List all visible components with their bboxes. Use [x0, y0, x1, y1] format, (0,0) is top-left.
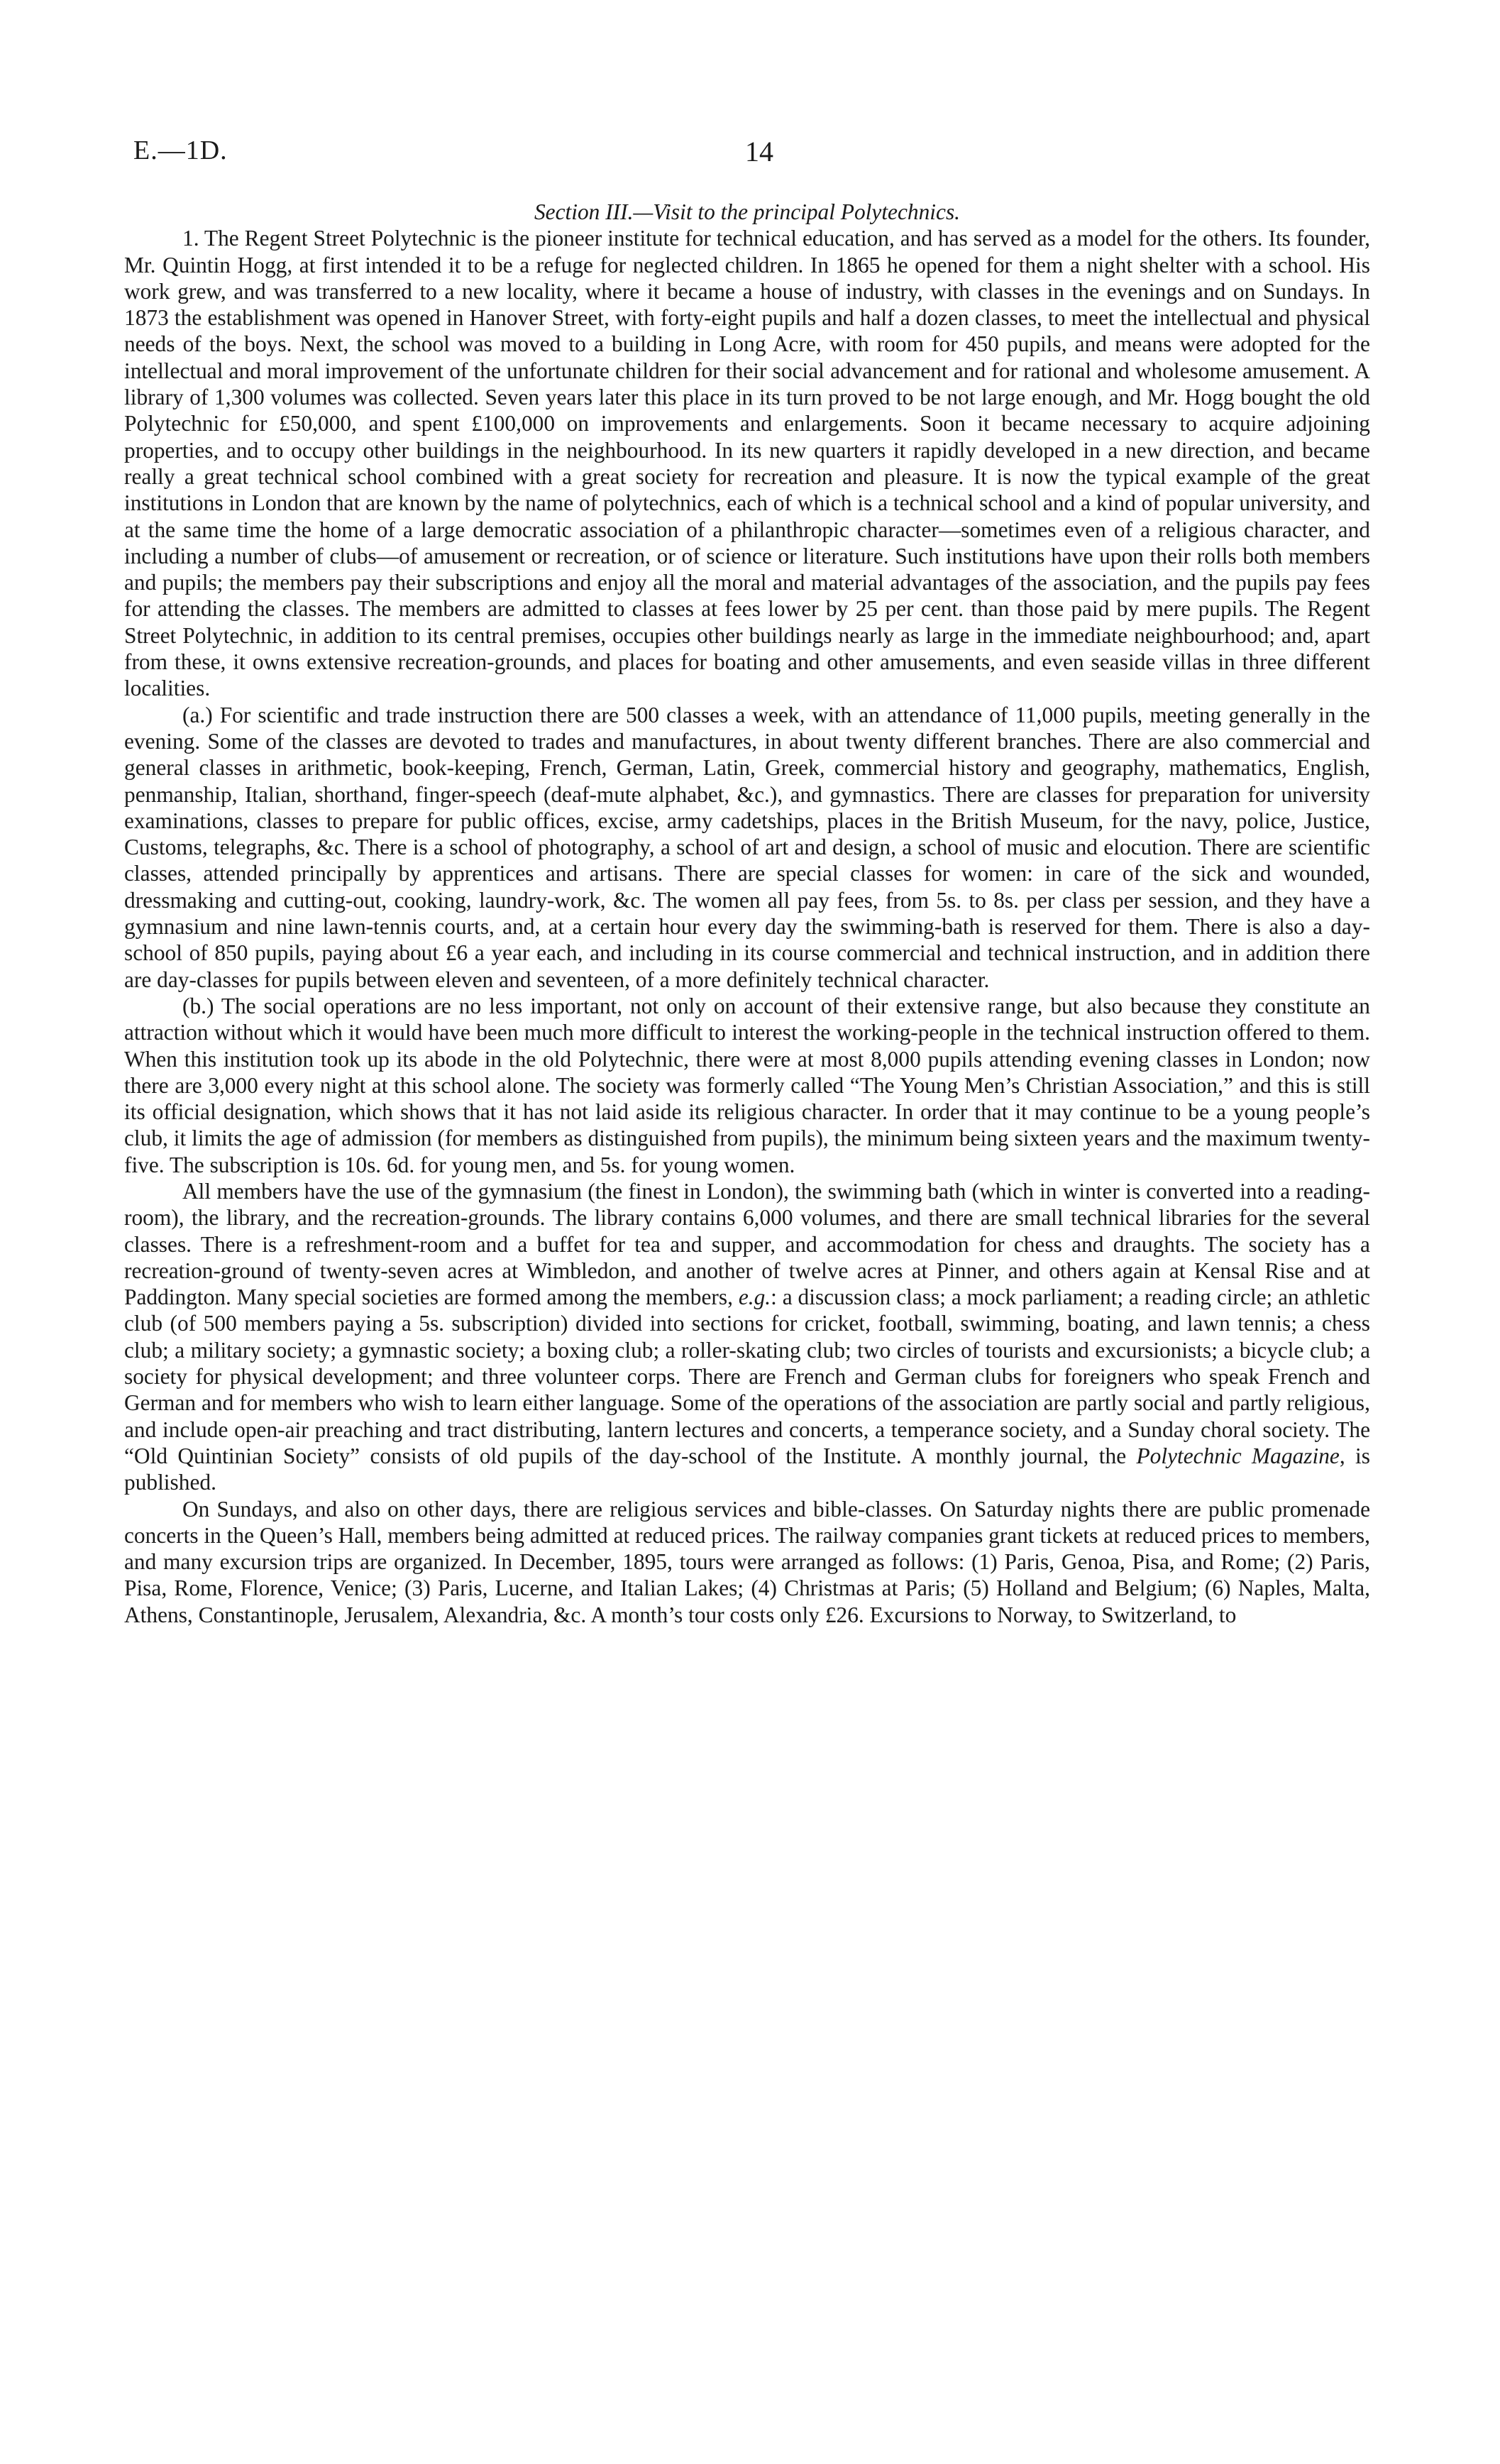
paragraph-regent-street-history: 1. The Regent Street Polytechnic is the pioneer institute for technical education, and has served as a model for the others. Its founder, Mr. Quintin Hogg, at first intended it to be a refuge for neglected children. In 1865 he opened for them a night shelter with a school. His work grew, and was transferred to a new locality, where it became a house of industry, with classes in the evenings and on Sundays. In 1873 the establishment was opened in Hanover Street, with forty-eight pupils and half a dozen classes, to meet the intellectual and physical needs of the boys. Next, the school was moved to a building in Long Acre, with room for 450 pupils, and means were adopted for the intellectual and moral improvement of the unfortunate children for their social advancement and for rational and wholesome amusement. A library of 1,300 volumes was collected. Seven years later this place in its turn proved to be not large enough, and Mr. Hogg bought the old Polytechnic for £50,000, and spent £100,000 on improvements and enlargements. Soon it became necessary to acquire adjoining properties, and to occupy other buildings in the neighbourhood. In its new quarters it rapidly developed in a new direction, and became really a great technical school combined with a great society for recreation and pleasure. It is now the typical example of the great institutions in London that are known by the name of polytechnics, each of which is a technical school and a kind of popular university, and at the same time the home of a large democratic association of a philanthropic character—sometimes even of a religious character, and including a number of clubs—of amusement or recreation, or of science or literature. Such institutions have upon their rolls both members and pupils; the members pay their subscriptions and enjoy all the moral and material advantages of the association, and the pupils pay fees for attending the classes. The members are admitted to classes at fees lower by 25 per cent. than those paid by mere pupils. The Regent Street Polytechnic, in addition to its central premises, occupies other buildings nearly as large in the immediate neighbourhood; and, apart from these, it owns extensive recreation-grounds, and places for boating and other amusements, and even seaside villas in three different localities.	[124, 226, 1370, 701]
paragraph-scientific-instruction-text: For scientific and trade instruction there are 500 classes a week, with an attendance of 11,000 pupils, meeting generally in the evening. Some of the classes are devoted to trades and manufactures, in about twenty different branches. There are also commercial and general classes in arithmetic, book-keeping, French, German, Latin, Greek, commercial history and geography, mathematics, English, penmanship, Italian, shorthand, finger-speech (deaf-mute alphabet, &c.), and gymnastics. There are classes for preparation for university examinations, classes to prepare for public offices, excise, army cadetships, places in the British Museum, for the navy, police, Justice, Customs, telegraphs, &c. There is a school of photography, a school of art and design, a school of music and elocution. There are scientific classes, attended principally by apprentices and artisans. There are special classes for women: in care of the sick and wounded, dressmaking and cutting-out, cooking, laundry-work, &c. The women all pay fees, from 5s. to 8s. per class per session, and they have a gymnasium and nine lawn-tennis courts, and, at a certain hour every day the swimming-bath is reserved for them. There is also a day-school of 850 pupils, paying about £6 a year each, and including in its course commercial and technical instruction, and in addition there are day-classes for pupils between eleven and seventeen, of a more definitely technical character.	[124, 702, 1370, 992]
facilities-text-part-3: , is published.	[124, 1443, 1370, 1495]
paragraph-sundays-excursions: On Sundays, and also on other days, there are religious services and bible-classes. On Saturday nights there are public promenade concerts in the Queen’s Hall, members being admitted at reduced prices. The railway companies grant tickets at reduced prices to members, and many excursion trips are organized. In December, 1895, tours were arranged as follows: (1) Paris, Genoa, Pisa, and Rome; (2) Paris, Pisa, Rome, Florence, Venice; (3) Paris, Lucerne, and Italian Lakes; (4) Christmas at Paris; (5) Holland and Belgium; (6) Naples, Malta, Athens, Constantinople, Jerusalem, Alexandria, &c. A month’s tour costs only £26. Excursions to Norway, to Switzerland, to	[124, 1496, 1370, 1627]
page-number: 14	[745, 136, 773, 167]
facilities-text-part-1: All members have the use of the gymnasium (the finest in London), the swimming bath (which in winter is converted into a reading-room), the library, and the recreation-grounds. The library contains 6,000 volumes, and there are small technical libraries for the several classes. There is a refreshment-room and a buffet for tea and supper, and accommodation for chess and draughts. The society has a recreation-ground of twenty-seven acres at Wimbledon, and another of twelve acres at Pinner, and others again at Kensal Rise and at Paddington. Many special societies are formed among the members,	[124, 1178, 1370, 1310]
paragraph-social-operations-text: The social operations are no less important, not only on account of their extensive range, but also because they constitute an attraction without which it would have been much more difficult to interest the working-people in the technical instruction offered to them. When this institution took up its abode in the old Polytechnic, there were at most 8,000 pupils attending evening classes in London; now there are 3,000 every night at this school alone. The society was formerly called “The Young Men’s Christian Association,” and this is still its official designation, which shows that it has not laid aside its religious character. In order that it may continue to be a young people’s club, it limits the age of admission (for members as distinguished from pupils), the minimum being sixteen years and the maximum twenty-five. The subscription is 10s. 6d. for young men, and 5s. for young women.	[124, 993, 1370, 1177]
paragraph-member-facilities	[124, 1178, 1370, 1496]
paragraph-scientific-instruction	[124, 702, 1370, 993]
paragraph-social-operations	[124, 993, 1370, 1178]
section-title: Section III.—Visit to the principal Polytechnics.	[534, 199, 961, 224]
facilities-text-part-2: : a discussion class; a mock parliament; a reading circle; an athletic club (of 500 members paying a 5s. subscription) divided into sections for cricket, football, swimming, boating, and lawn tennis; a chess club; a military society; a gymnastic society; a boxing club; a roller-skating club; two circles of tourists and excursionists; a bicycle club; a society for physical development; and three volunteer corps. There are French and German clubs for foreigners who speak French and German and for members who wish to learn either language. Some of the operations of the association are partly social and partly religious, and include open-air preaching and tract distributing, lantern lectures and concerts, a temperance society, and a Sunday choral society. The “Old Quintinian Society” consists of old pupils of the day-school of the Institute. A monthly journal, the	[124, 1285, 1370, 1468]
document-reference: E.—1D.	[133, 136, 228, 165]
journal-title: Polytechnic Magazine	[1136, 1443, 1340, 1468]
paragraph-label-b: (b.)	[182, 993, 214, 1018]
paragraph-label-a: (a.)	[182, 702, 213, 727]
body-text	[124, 199, 1370, 1628]
page-header	[133, 135, 1367, 175]
eg-abbreviation: e.g.	[738, 1285, 771, 1310]
